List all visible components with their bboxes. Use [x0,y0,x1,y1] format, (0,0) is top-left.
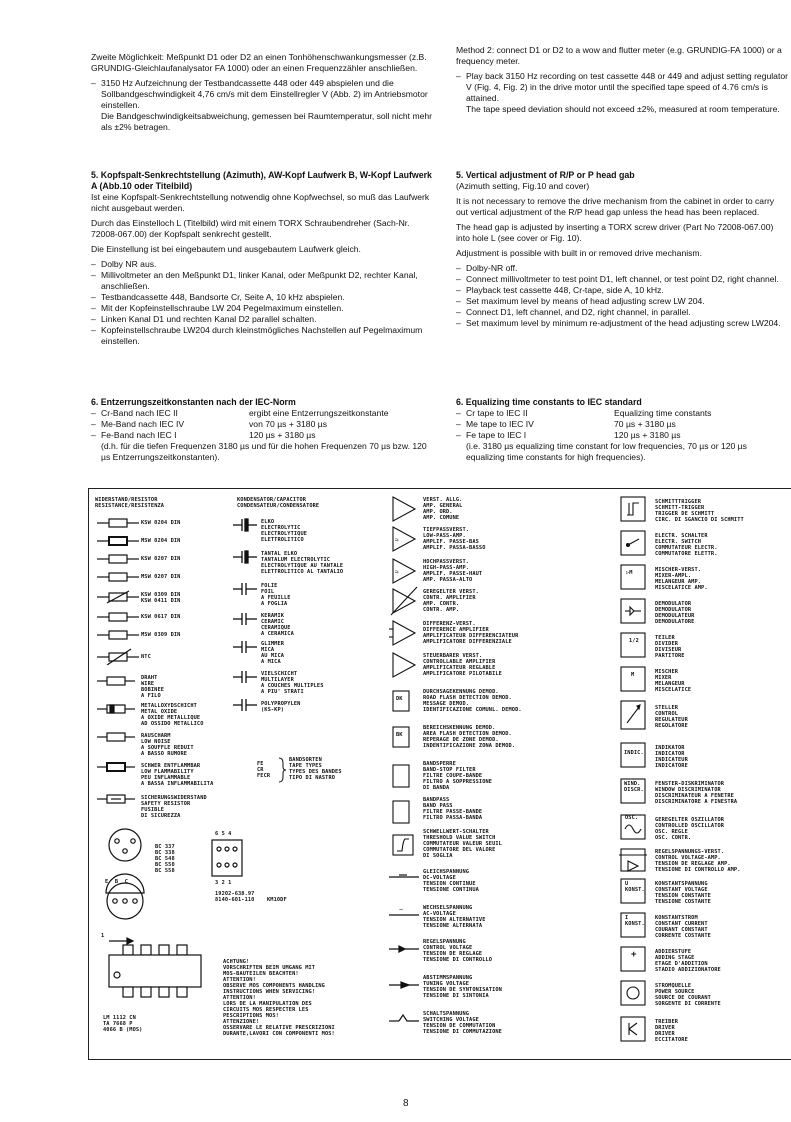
list-item: – Dolby-NR off. [456,263,788,274]
de6-heading: 6. Entzerrungszeitkonstanten nach der IEC-Norm [91,397,296,407]
ic-pin-1: 1 [101,933,105,939]
mid-label: REGELSPANNUNG CONTROL VOLTAGE TENSION DE REGLAGE TENSIONE DI CONTROLLO [423,939,493,963]
german-column-top [91,52,433,137]
en6-row: – Fe tape to IEC I 120 µs + 3180 µs [456,430,788,441]
resistor-label: NTC [141,654,151,660]
de6-row: – Fe-Band nach IEC I 120 µs + 3180 µs [91,430,433,441]
list-item: – Dolby NR aus. [91,259,433,270]
de5-p3: Die Einstellung ist bei eingebautem und ausgebautem Laufwerk gleich. [91,244,361,254]
list-item: – Linken Kanal D1 und rechten Kanal D2 parallel schalten. [91,314,433,325]
i-konst-box-label: I KONST. [625,915,645,927]
en5-heading: 5. Vertical adjustment of R/P or P head gab [456,170,635,180]
list-item: – Kopfeinstellschraube LW204 durch kleinstmögliches Nachstellen auf Pegelmaximum einstellen. [91,325,433,347]
right-label: SCHMITTTRIGGER SCHMITT-TRIGGER TRIGGER DE SCHMITT CIRC. DI SGANCIO DI SCHMITT [655,499,744,523]
right-label: DEMODULATOR DEMODULATOR DEMODULATEUR DEMODULATORE [655,601,695,625]
en6-heading: 6. Equalizing time constants to IEC standard [456,397,642,407]
list-item: – Connect D1, left channel, and D2, right channel, in parallel. [456,307,788,318]
resistor-label: MSW 0309 DIN [141,632,181,638]
plug-code: 19202-638.97 8140-601-110 [215,891,255,903]
mid-label: BEREICHSKENNUNG DEMOD. AREA FLASH DETECTION DEMOD. REPERAGE DE ZONE DEMOD. INDENTIFICAZIONE ZONA DEMOD. [423,725,516,749]
right-label: MISCHER MIXER MELANGEUR MISCELATICE [655,669,692,693]
adding-box-label: + [631,950,637,960]
svg-text:≈: ≈ [395,569,399,576]
symbol-legend [88,488,791,1060]
en6-row: – Cr tape to IEC II Equalizing time constants [456,408,788,419]
mid-label: WECHSELSPANNUNG AC-VOLTAGE TENSION ALTERNATIVE TENSIONE ALTERNATA [423,905,486,929]
mid-label: ABSTIMMSPANNUNG TUNING VOLTAGE TENSION DE SYNTONISATION TENSIONE DI SINTONIA [423,975,502,999]
resistor-header: WIDERSTAND/RESISTOR RESISTANCE/RESISTENZA [95,497,165,509]
mid-label: DURCHSAGEKENNUNG DEMOD. ROAD FLASH DETECTION DEMOD. MESSAGE DEMOD. IDENTIFICAZIONE COMUNL. DEMOD. [423,689,522,713]
cap-label: FOLIE FOIL A FEUILLE A FOGLIA [261,583,291,607]
en6-row: – Me tape to IEC IV 70 µs + 3180 µs [456,419,788,430]
mid-label: GLEICHSPANNUNG DC-VOLTAGE TENSION CONTINUE TENSIONE CONTINUA [423,869,479,893]
right-label: KONSTANTSPANNUNG CONSTANT VOLTAGE TENSION CONSTANTE TENSIONE COSTANTE [655,881,711,905]
right-label: KONSTANTSTROM CONSTANT CURRENT COURANT CONSTANT CORRENTE COSTANTE [655,915,711,939]
right-label: GEREGELTER OSZILLATOR CONTROLLED OSCILLATOR OSC. REGLE OSC. CONTR. [655,817,725,841]
de6-row: – Me-Band nach IEC IV von 70 µs + 3180 µs [91,419,433,430]
de6-row: – Cr-Band nach IEC II ergibt eine Entzerrungszeitkonstante [91,408,433,419]
cap-label: VIELSCHICHT MULTILAYER A COUCHES MULTIPLES A PIU' STRATI [261,671,324,695]
right-label: STELLER CONTROL REGULATEUR REGOLATORE [655,705,688,729]
plug-drawing [211,839,245,879]
list-item: – Playback test cassette 448, Cr-tape, side A, 10 kHz. [456,285,788,296]
osc-box-label: OSC. [625,815,639,821]
divider-box-label: 1/2 [629,638,639,644]
en6-tail: (i.e. 3180 µs equalizing time constant for low frequencies, 70 µs or 120 µs equalizing time constants for high frequencies). [466,441,747,462]
english-section-5 [456,170,788,329]
svg-text:≈: ≈ [395,537,399,544]
list-item: – Connect millivoltmeter to test point D1, left channel, or test point D2, right channel. [456,274,788,285]
list-item: – Mit der Kopfeinstellschraube LW 204 Pegelmaximum einstellen. [91,303,433,314]
right-label: INDIKATOR INDICATOR INDICATEUR INDICATORE [655,745,688,769]
english-section-6 [456,397,788,467]
plug-top-pins: 6 5 4 [215,831,232,837]
english-column-top [456,45,788,119]
right-label: TREIBER DRIVER DRIVER ECCITATORE [655,1019,688,1043]
list-item: – Set maximum level by minimum re-adjustment of the head adjusting screw LW204. [456,318,788,329]
window-box-label: WIND. DISCR. [624,781,644,793]
en5-sub: (Azimuth setting, Fig.10 and cover) [456,181,590,191]
de5-p1: Ist eine Kopfspalt-Senkrechtstellung notwendig ohne Kopfwechsel, so muß das Laufwerk nicht ausgebaut werden. [91,192,430,213]
tape-types: BANDSORTEN TAPE TYPES TYPES DES BANDES TIPO DI NASTRO [289,757,342,781]
german-section-6 [91,397,433,467]
right-label: FENSTER-DISKRIMINATOR WINDOW DISCRIMINATOR DISCRIMINATEUR A FENETRE DISCRIMINATORE A FINESTRA [655,781,738,805]
en-note: The tape speed deviation should not exceed ±2%, measured at room temperature. [466,104,780,114]
voltage-symbols [385,869,425,1049]
resistor-label: MSW 0207 DIN [141,574,181,580]
mid-label: GEREGELTER VERST. CONTR. AMPLIFIER AMP. CONTR. CONTR. AMP. [423,589,479,613]
mid-label: SCHWELLWERT-SCHALTER THRESHOLD VALUE SWITCH COMMUTATEUR VALEUR SEUIL COMMUTATORE DEL VALORE DI SOGLIA [423,829,502,859]
mos-warning: ACHTUNG! VORSCHRIFTEN BEIM UMGANG MIT MOS-BAUTEILEN BEACHTEN! ATTENTION! OBSERVE MOS COMPONENTS HANDLING INSTRUCTIONS WHEN SERVICING! ATTENTION! LORS DE LA MANIPULATION DES CIRCUITS MOS RESPECTER LES PESCRIPTIONS MOS! ATTENZIONE! OSSERVARE LE RELATIVE PRESCRIZIONI DURANTE,LAVORI CON COMPONENTI MOS! [223,959,335,1037]
mid-label: TIEFPASSVERST. LOW-PASS-AMP. AMPLIF. PASSE-BAS AMPLIF. PASSA-BASSO [423,527,486,551]
mid-label: STEUERBARER VERST. CONTROLLABLE AMPLIFIER AMPLIFICATEUR REGLABLE AMPLIFICATORE PILOTABILE [423,653,502,677]
en5-p2: The head gap is adjusted by inserting a TORX screw driver (Part No 72008-067.00) into hole L (see cover or Fig. 10). [456,222,774,243]
mid-label: VERST. ALLG. AMP. GENERAL AMP. ORD. AMP. COMUNE [423,497,463,521]
mid-label: BANDPASS BAND PASS FILTRE PASSE-BANDE FILTRO PASSA-BANDA [423,797,483,821]
mid-label: BANDSPERRE BAND-STOP FILTER FILTRE COUPE-BANDE FILTRO A SOPPRESSIONE DI BANDA [423,761,493,791]
svg-text:~: ~ [399,907,404,914]
bk-box-label: BK [396,732,403,738]
u-konst-box-label: U KONST. [625,881,645,893]
indicator-box-label: INDIC. [624,750,644,756]
en5-p1: It is not necessary to remove the drive mechanism from the cabinet in order to carry out vertical adjustment of the R/P head gap unless the head has been replaced. [456,196,775,217]
flame-label: SCHWER ENTFLAMMBAR LOW FLAMMABILITY PEU INFLAMMABLE A BASSA INFLAMMABILITA [141,763,214,787]
mid-label: HOCHPASSVERST. HIGH-PASS-AMP. AMPLIF. PASSE-HAUT AMP. PASSA-ALTO [423,559,483,583]
cap-label: GLIMMER MICA AU MICA A MICA [261,641,285,665]
list-item: – Millivoltmeter an den Meßpunkt D1, linker Kanal, oder Meßpunkt D2, rechter Kanal, anschließen. [91,270,433,292]
german-section-5 [91,170,433,347]
capacitor-symbols [231,515,261,725]
tape-codes: FE CR FECR [257,761,271,779]
ic-code: LM 1112 CN TA 7668 P 4066 B (MOS) [103,1015,143,1033]
en5-list [456,263,788,329]
de6-tail: (d.h. für die tiefen Frequenzen 3180 µs und für die hohen Frequenzen 70 µs bzw. 120 µs Entzerrungszeitkonstanten). [101,441,427,462]
de-intro: Zweite Möglichkeit: Meßpunkt D1 oder D2 an einen Tonhöhenschwankungsmesser (z.B. GRUNDIG-Gleichlaufanalysator FA 1000) oder an einen Frequenzzähler anschließen. [91,52,427,73]
transistor-pinout-drawing [103,827,163,921]
capacitor-header: KONDENSATOR/CAPACITOR CONDENSATEUR/CONDENSATORE [237,497,320,509]
right-label: STROMQUELLE POWER SOURCE SOURCE DE COURANT SORGENTE DI CORRENTE [655,983,721,1007]
mid-symbols [389,495,419,915]
en5-p3: Adjustment is possible with built in or removed drive mechanism. [456,248,702,258]
resistor-type-symbols [95,671,145,821]
cap-label: POLYPROPYLEN (KS-KP) [261,701,301,713]
dk-box-label: DK [396,696,403,702]
mid-label: SCHALTSPANNUNG SWITCHING VOLTAGE TENSION DE COMMUTATION TENSIONE DI COMMUTAZIONE [423,1011,502,1035]
mid-label: DIFFERENZ-VERST. DIFFERENCE AMPLIFIER AMPLIFICATEUR DIFFERENCIATEUR AMPLIFICATORE DIFFERENZIALE [423,621,519,645]
page-number: 8 [403,1098,409,1109]
de-note: Die Bandgeschwindigkeitsabweichung, gemessen bei Raumtemperatur, soll nicht mehr als ±2% betragen. [101,111,433,132]
plug-name: KM10DF [267,897,287,903]
ebc-label: E B C [105,879,129,885]
list-item: – Testbandcassette 448, Bandsorte Cr, Seite A, 10 kHz abspielen. [91,292,433,303]
resistor-label: MSW 0204 DIN [141,538,181,544]
de5-list [91,259,433,347]
mixer-amp-box-label: ▷M [626,570,633,576]
metal-oxide-label: METALLOXYDSCHICHT METAL OXIDE A OXIDE METALLIQUE AD OSSIDO METALLICO [141,703,204,727]
de-bullet: – 3150 Hz Aufzeichnung der Testbandcassette 448 oder 449 abspielen und die Sollbandgeschwindigkeit 4,76 cm/s mit dem Einstellregler V (Abb. 2) im Antriebsmotor einstellen. [91,78,433,111]
resistor-label: KSW 0207 DIN [141,556,181,562]
list-item: – Set maximum level by means of head adjusting screw LW 204. [456,296,788,307]
de5-heading: 5. Kopfspalt-Senkrechtstellung (Azimuth), AW-Kopf Laufwerk B, W-Kopf Laufwerk A (Abb.10 oder Titelbild) [91,170,432,191]
mixer-box-label: M [631,672,635,678]
plug-bottom-pins: 3 2 1 [215,880,232,886]
transistor-codes: BC 337 BC 338 BC 548 BC 550 BC 558 [155,844,175,874]
cap-label: TANTAL ELKO TANTALUM ELECTROLYTIC ELECTROLYTIQUE AU TANTALE ELETTROLITICO AL TANTALIO [261,551,344,575]
right-symbols [619,495,649,1055]
de5-p2: Durch das Einstelloch L (Titelbild) wird mit einem TORX Schraubendreher (Sach-Nr. 72008-067.00) der Kopfspalt senkrecht gestellt. [91,218,410,239]
right-label: MISCHER-VERST. MIXER-AMPL. MELANGEUR AMP. MISCELATICE AMP. [655,567,708,591]
right-label: TEILER DIVIDER DIVISEUR PARTITORE [655,635,685,659]
ic-drawing [101,935,211,1013]
cap-label: ELKO ELECTROLYTIC ELECTROLYTIQUE ELETTROLITICO [261,519,308,543]
fuse-label: SICHERUNGSWIDERSTAND SAFETY RESISTOR FUSIBLE DI SICUREZZA [141,795,207,819]
en-intro: Method 2: connect D1 or D2 to a wow and flutter meter (e.g. GRUNDIG-FA 1000) or a frequency meter. [456,45,782,66]
en-bullet: – Play back 3150 Hz recording on test cassette 448 or 449 and adjust setting regulator V (Fig. 4, Fig. 2) in the drive motor until the specified tape speed of 4.76 cm/s is attained. [456,71,788,104]
resistor-label: KSW 0204 DIN [141,520,181,526]
low-noise-label: RAUSCHARM LOW NOISE A SOUFFLE REDUIT A BASSO RUMORE [141,733,194,757]
resistor-label: KSW 0617 DIN [141,614,181,620]
right-label: ELECTR. SCHALTER ELECTR. SWITCH COMMUTATEUR ELECTR. COMMUTATORE ELETTR. [655,533,718,557]
wire-label: DRAHT WIRE BOBINEE A FILO [141,675,165,699]
cap-label: KERAMIK CERAMIC CERAMIQUE A CERAMICA [261,613,294,637]
resistor-label: KSW 0309 DIN KSW 0411 DIN [141,592,181,604]
brace [277,757,287,783]
right-label: REGELSPANNUNGS-VERST. CONTROL VOLTAGE-AMP. TENSION DE REGLAGE AMP. TENSIONE DI CONTROLLO AMP. [655,849,741,873]
right-label: ADDIERSTUFE ADDING STAGE ETAGE D'ADDITION STADIO ADDIZIONATORE [655,949,721,973]
